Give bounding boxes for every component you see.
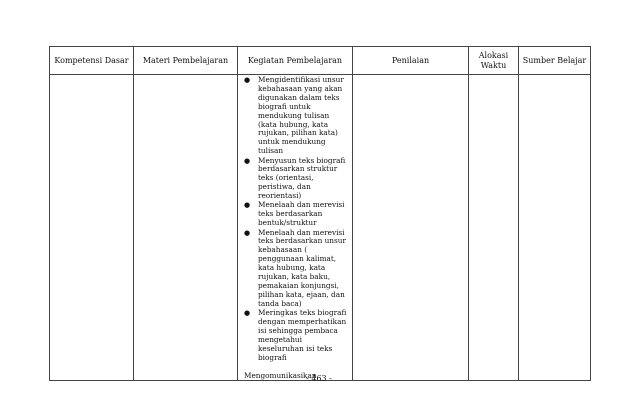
list-item [244,229,350,309]
list-item [244,309,350,362]
bullet-icon: ● [244,309,251,318]
table-header-row [50,47,591,75]
activity-list [238,75,352,363]
cell-penilaian [353,75,469,381]
bullet-icon: ● [244,201,251,210]
activity-text: Meringkas teks biografi dengan memperhatikan isi sehingga pembaca mengetahui keseluruhan isi teks biografi [258,308,347,362]
header-alokasi-waktu: Alokasi Waktu [469,47,519,75]
closing-activity: Mengomunikasikan [244,370,317,380]
header-kegiatan-pembelajaran: Kegiatan Pembelajaran [238,47,353,75]
header-penilaian: Penilaian [353,47,469,75]
header-sumber-belajar: Sumber Belajar [519,47,591,75]
cell-alokasi-waktu [469,75,519,381]
activity-text: Menelaah dan merevisi teks berdasarkan bentuk/struktur [258,200,345,228]
header-kompetensi-dasar: Kompetensi Dasar [50,47,134,75]
list-item [244,157,350,202]
list-item [244,76,350,156]
cell-sumber-belajar [519,75,591,381]
table-row [50,75,591,381]
bullet-icon: ● [244,156,251,165]
cell-kompetensi-dasar [50,75,134,381]
activity-text: Mengidentifikasi unsur kebahasaan yang akan digunakan dalam teks biografi untuk mendukung tulisan (kata hubung, kata rujukan, pilihan kata) untuk mendukung tulisan [258,75,344,156]
cell-kegiatan-pembelajaran [238,75,353,381]
activity-text: Menyusun teks biografi berdasarkan struktur teks (orientasi, peristiwa, dan reorientasi) [258,155,346,201]
bullet-icon: ● [244,76,251,84]
lesson-plan-table [49,46,591,381]
header-materi-pembelajaran: Materi Pembelajaran [134,47,238,75]
page-number: - 463 - [306,374,332,383]
list-item [244,201,350,228]
bullet-icon: ● [244,228,251,237]
activity-text: Menelaah dan merevisi teks berdasarkan unsur kebahasaan ( penggunaan kalimat, kata hubung, kata rujukan, kata baku, pemakaian konjungsi, pilihan kata, ejaan, dan tanda baca) [258,227,346,308]
cell-materi-pembelajaran [134,75,238,381]
